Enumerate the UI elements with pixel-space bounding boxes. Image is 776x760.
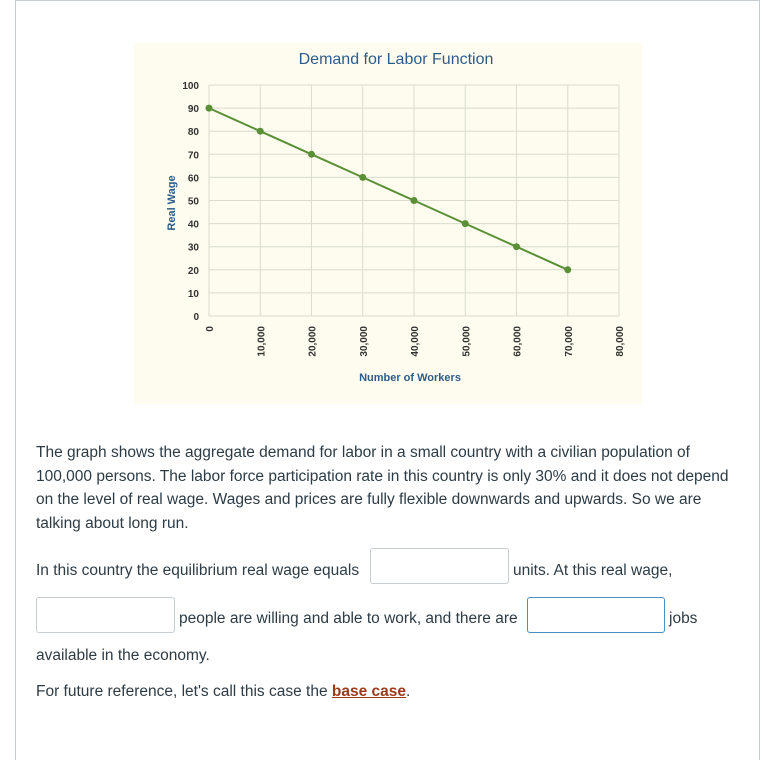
equilibrium-wage-input[interactable]: [370, 548, 509, 584]
data-point: [564, 266, 571, 273]
data-point: [206, 105, 213, 112]
x-tick-label: 20,000: [307, 326, 319, 357]
y-tick-label: 100: [182, 81, 199, 92]
y-tick-label: 10: [187, 288, 199, 300]
y-tick-label: 70: [187, 150, 199, 162]
base-case-link[interactable]: base case: [331, 683, 406, 700]
y-tick-label: 50: [187, 196, 199, 208]
x-tick-label: 80,000: [615, 326, 626, 357]
data-point: [411, 197, 418, 204]
line3-text: available in the economy.: [36, 647, 210, 664]
data-point: [462, 220, 469, 227]
line1-prefix-text: In this country the equilibrium real wage equals: [36, 562, 360, 579]
chart-title: Demand for Labor Function: [298, 51, 494, 68]
y-tick-label: 90: [187, 104, 199, 116]
y-tick-label: 0: [193, 312, 199, 323]
data-point: [308, 151, 315, 158]
x-tick-label: 50,000: [461, 326, 473, 357]
labor-demand-chart: [134, 43, 642, 404]
line2-middle-text: people are willing and able to work, and there are: [179, 610, 518, 627]
x-tick-label: 10,000: [256, 326, 268, 357]
line1-suffix-text: units. At this real wage,: [513, 562, 673, 579]
y-tick-label: 30: [187, 242, 199, 254]
x-tick-label: 40,000: [410, 326, 421, 357]
reference-line: [36, 683, 410, 701]
x-tick-label: 60,000: [512, 326, 524, 357]
reference-prefix: For future reference, let's call this case the: [36, 683, 332, 700]
x-tick-label: 70,000: [563, 326, 575, 357]
chart-area: [134, 43, 642, 404]
y-tick-label: 40: [187, 219, 199, 231]
line2-suffix-text: jobs: [669, 610, 698, 627]
y-tick-label: 20: [187, 265, 199, 277]
reference-suffix: .: [406, 683, 411, 700]
x-axis-label: Number of Workers: [359, 372, 461, 384]
jobs-input[interactable]: [527, 597, 665, 633]
data-point: [513, 243, 520, 250]
y-tick-label: 60: [187, 173, 199, 185]
question-paragraph: The graph shows the aggregate demand for labor in a small country with a civilian population of 100,000 persons. The labor force participation rate in this country is only 30% and it does not depend on the level of real wage. Wages and prices are fully flexible downwards and upwards. So we are talking about long run.: [36, 444, 729, 532]
y-axis-label: Real Wage: [166, 175, 178, 231]
x-tick-label: 30,000: [358, 326, 370, 357]
data-point: [359, 174, 366, 181]
y-tick-label: 80: [187, 127, 199, 139]
data-point: [257, 128, 264, 135]
x-tick-label: 0: [205, 326, 216, 332]
workers-input[interactable]: [36, 597, 175, 633]
